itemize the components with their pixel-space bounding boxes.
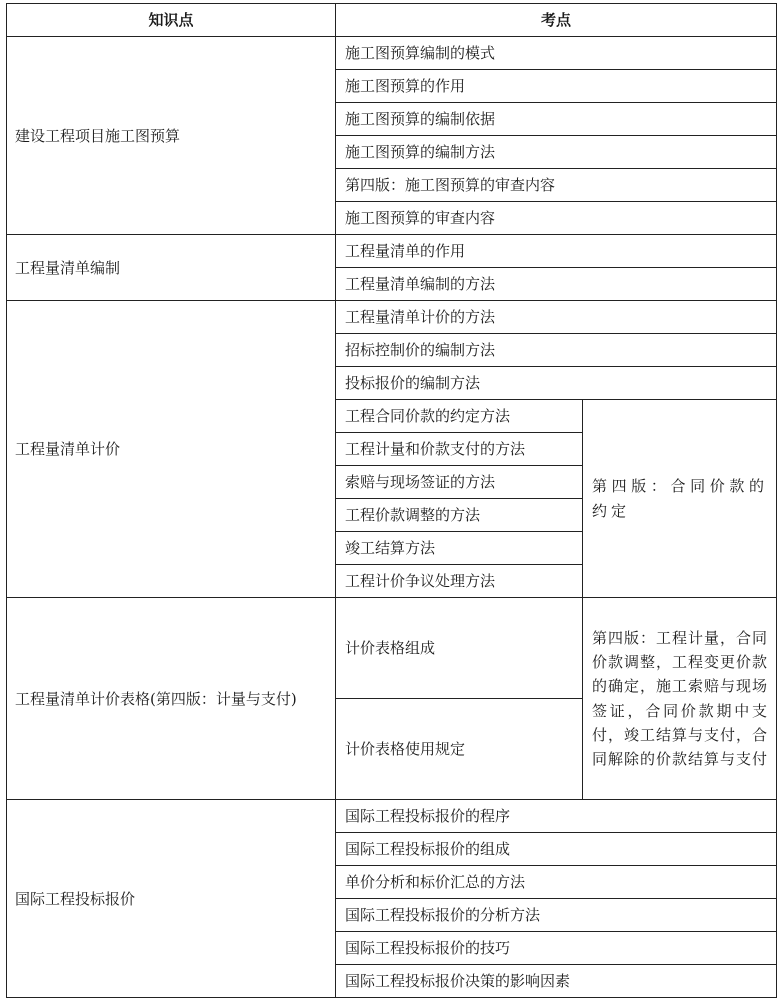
point-cell: 国际工程投标报价决策的影响因素 [336, 965, 777, 998]
point-cell: 投标报价的编制方法 [336, 367, 777, 400]
note-cell: 第四版：工程计量，合同价款调整，工程变更价款的确定，施工索赔与现场签证，合同价款期中支付，竣工结算与支付，合同解除的价款结算与支付 [583, 598, 777, 800]
point-cell: 计价表格使用规定 [336, 699, 583, 800]
point-cell: 国际工程投标报价的组成 [336, 833, 777, 866]
point-cell: 国际工程投标报价的程序 [336, 800, 777, 833]
note-cell: 第四版：合同价款的约定 [583, 400, 777, 598]
knowledge-table [6, 3, 777, 998]
header-row [7, 4, 777, 37]
topic-cell: 工程量清单编制 [7, 235, 336, 301]
point-cell: 施工图预算的编制方法 [336, 136, 777, 169]
point-cell: 施工图预算的编制依据 [336, 103, 777, 136]
point-cell: 招标控制价的编制方法 [336, 334, 777, 367]
point-cell: 索赔与现场签证的方法 [336, 466, 583, 499]
table-row [7, 598, 777, 699]
point-cell: 第四版：施工图预算的审查内容 [336, 169, 777, 202]
point-cell: 工程计量和价款支付的方法 [336, 433, 583, 466]
point-cell: 国际工程投标报价的分析方法 [336, 899, 777, 932]
topic-cell: 工程量清单计价表格(第四版：计量与支付) [7, 598, 336, 800]
point-cell: 工程合同价款的约定方法 [336, 400, 583, 433]
table-row [7, 800, 777, 833]
point-cell: 计价表格组成 [336, 598, 583, 699]
point-cell: 施工图预算的审查内容 [336, 202, 777, 235]
point-cell: 工程价款调整的方法 [336, 499, 583, 532]
header-points: 考点 [336, 4, 777, 37]
table-row [7, 301, 777, 334]
topic-cell: 国际工程投标报价 [7, 800, 336, 998]
point-cell: 工程量清单的作用 [336, 235, 777, 268]
point-cell: 国际工程投标报价的技巧 [336, 932, 777, 965]
topic-cell: 工程量清单计价 [7, 301, 336, 598]
point-cell: 竣工结算方法 [336, 532, 583, 565]
point-cell: 工程计价争议处理方法 [336, 565, 583, 598]
header-knowledge: 知识点 [7, 4, 336, 37]
point-cell: 施工图预算编制的模式 [336, 37, 777, 70]
topic-cell: 建设工程项目施工图预算 [7, 37, 336, 235]
table-row [7, 37, 777, 70]
point-cell: 工程量清单编制的方法 [336, 268, 777, 301]
table-row [7, 235, 777, 268]
point-cell: 工程量清单计价的方法 [336, 301, 777, 334]
point-cell: 单价分析和标价汇总的方法 [336, 866, 777, 899]
point-cell: 施工图预算的作用 [336, 70, 777, 103]
